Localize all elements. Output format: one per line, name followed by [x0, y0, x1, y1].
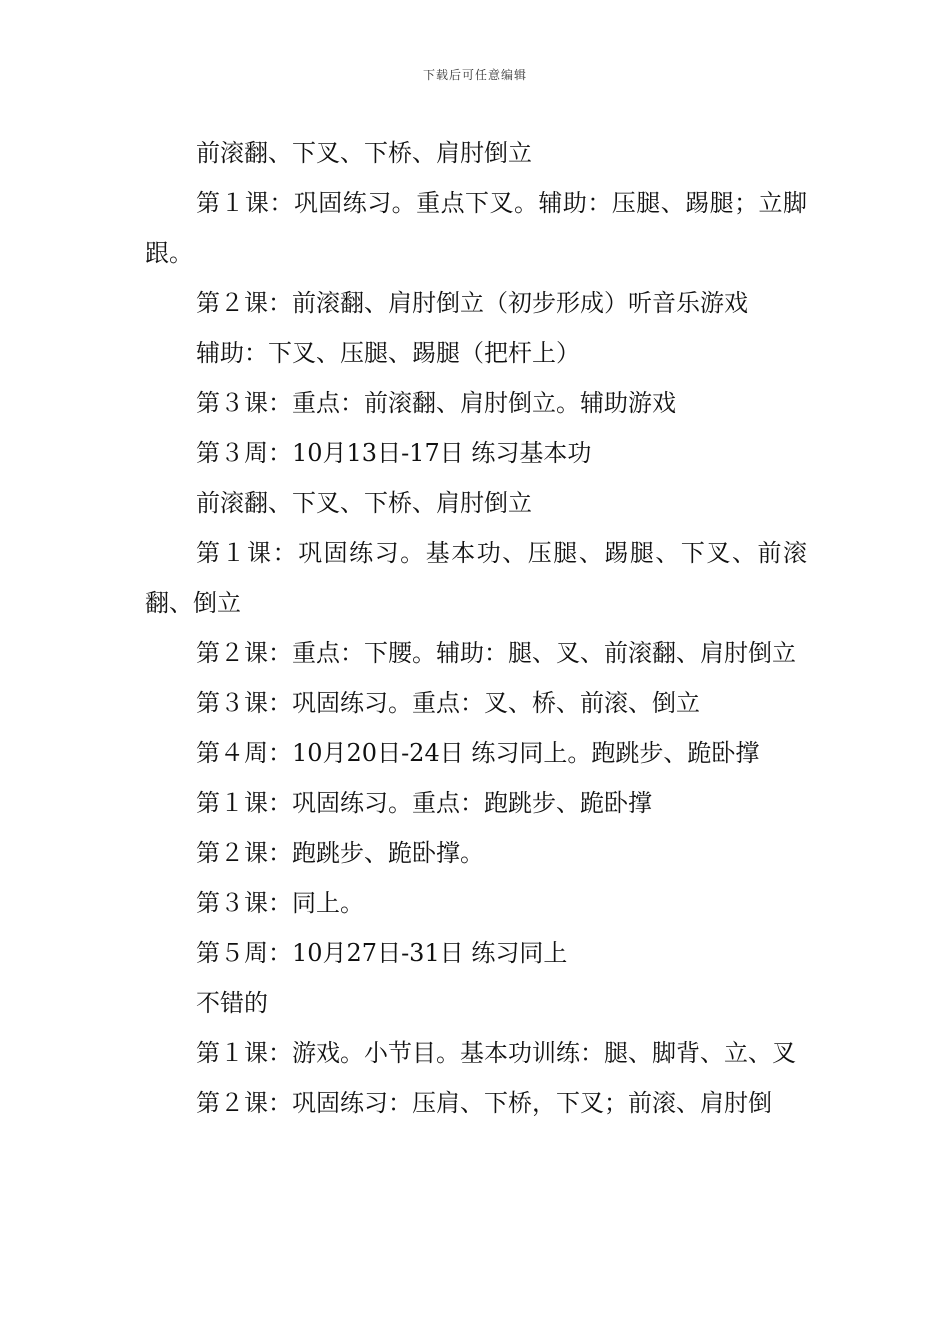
paragraph-7: 前滚翻、下叉、下桥、肩肘倒立: [196, 489, 532, 517]
paragraph-5: 第３课：重点：前滚翻、肩肘倒立。辅助游戏: [196, 389, 676, 417]
paragraph-11: 第４周：10月20日-24日 练习同上。跑跳步、跪卧撑: [196, 739, 760, 767]
page-header: 下载后可任意编辑: [422, 68, 527, 82]
document-body: [145, 128, 807, 1128]
paragraph-8: 第１课：巩固练习。基本功、压腿、踢腿、下叉、前滚翻、倒立: [145, 539, 807, 617]
paragraph-15: 第５周：10月27日-31日 练习同上: [196, 939, 568, 967]
paragraph-13: 第２课：跑跳步、跪卧撑。: [196, 839, 484, 867]
paragraph-4: 辅助：下叉、压腿、踢腿（把杆上）: [196, 339, 580, 367]
paragraph-3: 第２课：前滚翻、肩肘倒立（初步形成）听音乐游戏: [196, 289, 748, 317]
paragraph-14: 第３课：同上。: [196, 889, 364, 917]
paragraph-18: 第２课：巩固练习：压肩、下桥，下叉；前滚、肩肘倒: [196, 1089, 772, 1117]
paragraph-6: 第３周：10月13日-17日 练习基本功: [196, 439, 592, 467]
paragraph-17: 第１课：游戏。小节目。基本功训练：腿、脚背、立、叉: [196, 1039, 796, 1067]
paragraph-12: 第１课：巩固练习。重点：跑跳步、跪卧撑: [196, 789, 652, 817]
paragraph-1: 前滚翻、下叉、下桥、肩肘倒立: [196, 139, 532, 167]
paragraph-16: 不错的: [196, 989, 268, 1017]
paragraph-9: 第２课：重点：下腰。辅助：腿、叉、前滚翻、肩肘倒立: [196, 639, 796, 667]
paragraph-10: 第３课：巩固练习。重点：叉、桥、前滚、倒立: [196, 689, 700, 717]
paragraph-2: 第１课：巩固练习。重点下叉。辅助：压腿、踢腿；立脚跟。: [145, 189, 807, 267]
